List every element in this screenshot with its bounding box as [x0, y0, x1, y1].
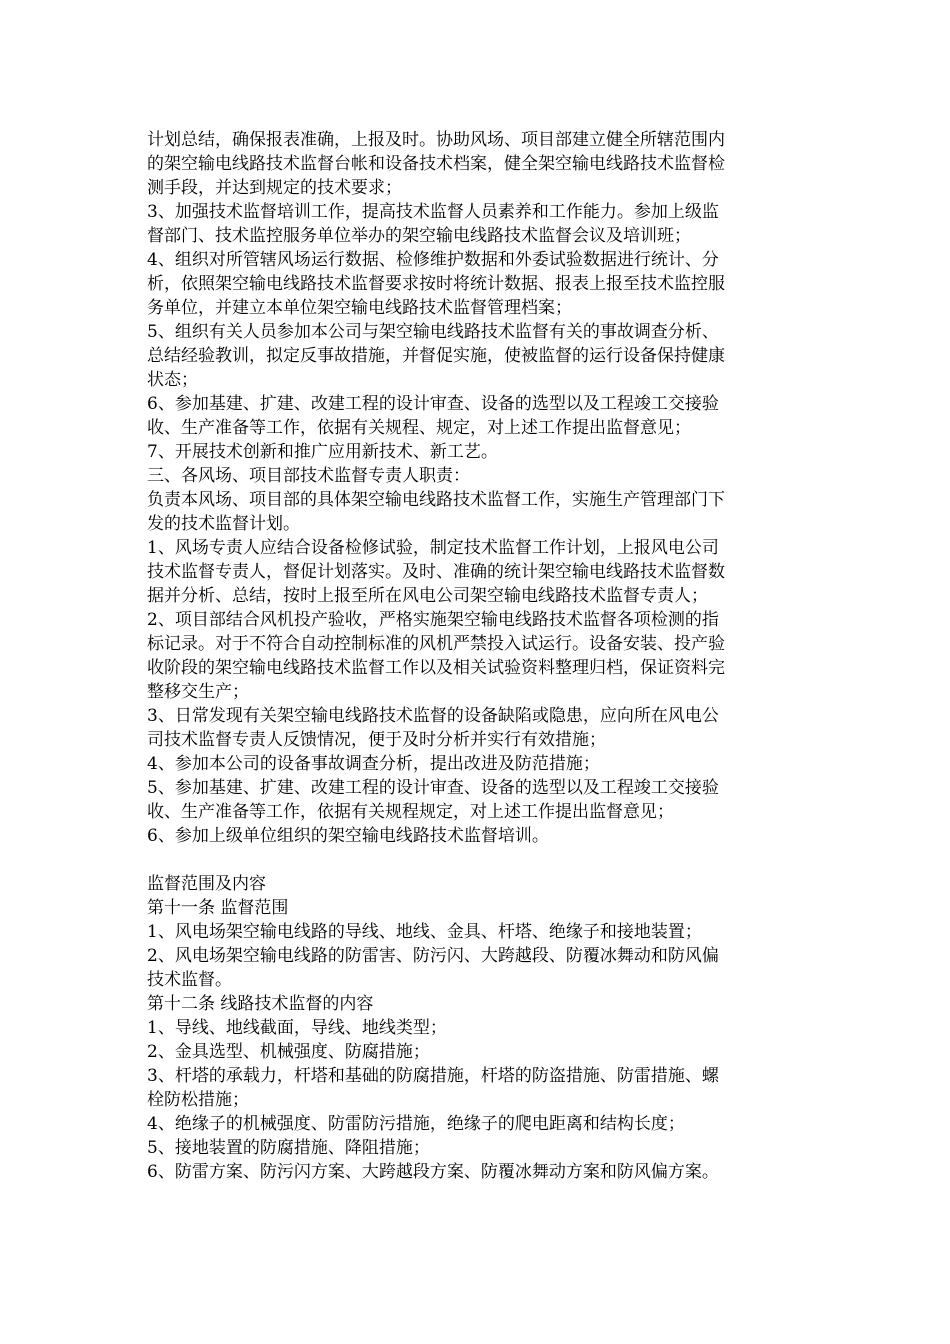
- text-line: 6、参加上级单位组织的架空输电线路技术监督培训。: [147, 826, 549, 846]
- text-line: 6、防雷方案、防污闪方案、大跨越段方案、防覆冰舞动方案和防风偏方案。: [147, 1162, 719, 1182]
- text-line: 负责本风场、项目部的具体架空输电线路技术监督工作，实施生产管理部门下: [147, 490, 725, 510]
- text-line: 栓防松措施；: [147, 1090, 249, 1110]
- article-heading: 第十一条 监督范围: [147, 898, 289, 918]
- text-line: 2、项目部结合风机投产验收，严格实施架空输电线路技术监督各项检测的指: [147, 610, 719, 630]
- text-line: 发的技术监督计划。: [147, 514, 300, 534]
- text-line: 4、组织对所管辖风场运行数据、检修维护数据和外委试验数据进行统计、分: [147, 250, 719, 270]
- section-heading: 三、各风场、项目部技术监督专责人职责：: [147, 466, 470, 486]
- text-line: 析，依照架空输电线路技术监督要求按时将统计数据、报表上报至技术监控服: [147, 274, 725, 294]
- text-line: 1、风电场架空输电线路的导线、地线、金具、杆塔、绝缘子和接地装置；: [147, 922, 702, 942]
- text-line: 据并分析、总结，按时上报至所在风电公司架空输电线路技术监督专责人；: [147, 586, 708, 606]
- text-line: 的架空输电线路技术监督台帐和设备技术档案，健全架空输电线路技术监督检: [147, 154, 725, 174]
- text-line: 计划总结，确保报表准确，上报及时。协助风场、项目部建立健全所辖范围内: [147, 130, 725, 150]
- text-line: 3、加强技术监督培训工作，提高技术监督人员素养和工作能力。参加上级监: [147, 202, 719, 222]
- text-line: 标记录。对于不符合自动控制标准的风机严禁投入试运行。设备安装、投产验: [147, 634, 725, 654]
- text-line: 总结经验教训，拟定反事故措施，并督促实施，使被监督的运行设备保持健康: [147, 346, 725, 366]
- text-line: 6、参加基建、扩建、改建工程的设计审查、设备的选型以及工程竣工交接验: [147, 394, 719, 414]
- text-line: 5、接地装置的防腐措施、降阻措施；: [147, 1138, 430, 1158]
- text-line: 务单位，并建立本单位架空输电线路技术监督管理档案；: [147, 298, 572, 318]
- text-line: 7、开展技术创新和推广应用新技术、新工艺。: [147, 442, 498, 462]
- text-line: 4、绝缘子的机械强度、防雷防污措施，绝缘子的爬电距离和结构长度；: [147, 1114, 685, 1134]
- document-body: [147, 128, 815, 1184]
- text-line: 收、生产准备等工作，依据有关规程、规定，对上述工作提出监督意见；: [147, 418, 691, 438]
- text-line: 测手段，并达到规定的技术要求；: [147, 178, 402, 198]
- text-line: 督部门、技术监控服务单位举办的架空输电线路技术监督会议及培训班；: [147, 226, 691, 246]
- blank-line: [147, 848, 815, 872]
- text-line: 2、风电场架空输电线路的防雷害、防污闪、大跨越段、防覆冰舞动和防风偏: [147, 946, 719, 966]
- text-line: 1、导线、地线截面，导线、地线类型；: [147, 1018, 447, 1038]
- text-line: 5、组织有关人员参加本公司与架空输电线路技术监督有关的事故调查分析、: [147, 322, 719, 342]
- text-line: 技术监督。: [147, 970, 232, 990]
- text-line: 4、参加本公司的设备事故调查分析，提出改进及防范措施；: [147, 754, 600, 774]
- section-heading: 监督范围及内容: [147, 874, 266, 894]
- text-line: 5、参加基建、扩建、改建工程的设计审查、设备的选型以及工程竣工交接验: [147, 778, 719, 798]
- text-line: 司技术监督专责人反馈情况，便于及时分析并实行有效措施；: [147, 730, 606, 750]
- text-line: 3、日常发现有关架空输电线路技术监督的设备缺陷或隐患，应向所在风电公: [147, 706, 719, 726]
- text-line: 整移交生产；: [147, 682, 249, 702]
- text-line: 收、生产准备等工作，依据有关规程规定，对上述工作提出监督意见；: [147, 802, 674, 822]
- text-line: 技术监督专责人，督促计划落实。及时、准确的统计架空输电线路技术监督数: [147, 562, 725, 582]
- text-line: 状态；: [147, 370, 198, 390]
- article-heading: 第十二条 线路技术监督的内容: [147, 994, 374, 1014]
- text-line: 1、风场专责人应结合设备检修试验，制定技术监督工作计划，上报风电公司: [147, 538, 719, 558]
- text-line: 2、金具选型、机械强度、防腐措施；: [147, 1042, 430, 1062]
- text-line: 收阶段的架空输电线路技术监督工作以及相关试验资料整理归档，保证资料完: [147, 658, 725, 678]
- text-line: 3、杆塔的承载力，杆塔和基础的防腐措施，杆塔的防盗措施、防雷措施、螺: [147, 1066, 719, 1086]
